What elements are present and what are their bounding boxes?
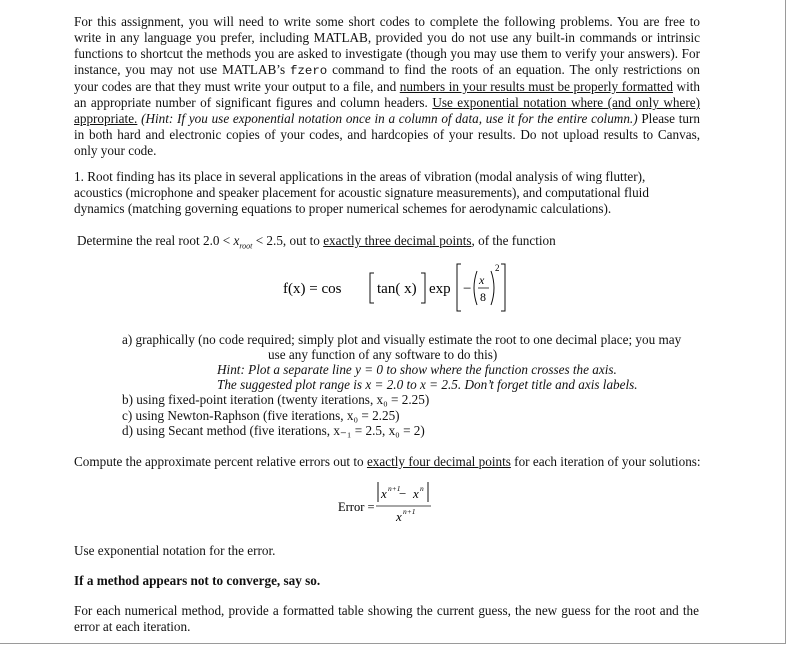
- svg-text:8: 8: [480, 290, 486, 304]
- intro-paragraph: [74, 14, 700, 159]
- svg-text:f(x) = cos: f(x) = cos: [283, 281, 342, 297]
- svg-text:exp: exp: [429, 281, 451, 297]
- problem-paragraph: [74, 169, 672, 217]
- intro-line-1: For this assignment, you will need to write some short codes to complete the following problems. You are free to: [74, 14, 700, 29]
- intro-line-9: only your code.: [74, 143, 157, 158]
- svg-text:n: n: [420, 484, 424, 493]
- svg-text:x: x: [396, 509, 402, 524]
- determine-line: Determine the real root $2.0 < x_{root} < 2.5$, out to exactly three decimal points, of the function: [77, 233, 556, 251]
- function-equation: [280, 253, 520, 315]
- svg-text:x: x: [381, 486, 387, 501]
- svg-text:x: x: [479, 273, 485, 287]
- svg-text:x: x: [413, 486, 419, 501]
- part-d: d) using Secant method (five iterations, x₋₁ = 2.5, x₀ = 2): [122, 423, 425, 438]
- svg-text:Error =: Error =: [338, 500, 375, 514]
- part-b: b) using fixed-point iteration (twenty iterations, x₀ = 2.25): [122, 392, 430, 407]
- svg-text:−: −: [463, 281, 472, 297]
- problem-line-2: acoustics (microphone and speaker placement for acoustic signature measurements), and computational fluid: [74, 185, 649, 200]
- intro-line-2: write in any language you prefer, including MATLAB, provided you do not use any built-in commands or intrinsic: [74, 30, 700, 45]
- intro-line-6: an appropriate number of significant figures and column headers. Use exponential notation where (and only where): [74, 95, 701, 110]
- part-a-line-1: a) graphically (no code required; simply plot and visually estimate the root to one decimal place; you may: [122, 332, 682, 347]
- svg-text:tan( x): tan( x): [377, 281, 417, 297]
- intro-line-5: your codes are that they must write your output to a file, and numbers in your results must be properly formatted with: [74, 79, 700, 94]
- error-formula: [334, 478, 464, 524]
- table-note: [74, 603, 699, 635]
- svg-text:n+1: n+1: [403, 507, 416, 516]
- hint-line-1: Hint: Plot a separate line y = 0 to show where the function crosses the axis.: [217, 362, 617, 377]
- inline-code: fzero: [290, 64, 328, 78]
- table-note-line-1: For each numerical method, provide a formatted table showing the current guess, the new guess for the root and the: [74, 603, 699, 618]
- svg-text:−: −: [399, 486, 407, 501]
- svg-text:n+1: n+1: [388, 484, 401, 493]
- intro-line-7: appropriate. (Hint: If you use exponential notation once in a column of data, use it for the entire column.) Please turn: [74, 111, 701, 126]
- part-c: c) using Newton-Raphson (five iterations, x₀ = 2.25): [122, 408, 400, 423]
- intro-line-4: instance, you may not use MATLAB’s fzero command to find the roots of an equation. The only restrictions on: [74, 62, 701, 78]
- intro-line-3: functions to shortcut the methods you are asked to investigate (though you may use them to verify your answers). For: [74, 46, 700, 61]
- intro-line-8: in both hard and electronic copies of your codes, and hardcopies of your results. Do not upload results to Canvas,: [74, 127, 700, 142]
- table-note-line-2: error at each iteration.: [74, 619, 191, 634]
- svg-text:2: 2: [495, 263, 500, 273]
- part-a-line-2: use any function of any software to do this): [268, 347, 498, 362]
- converge-note: If a method appears not to converge, say so.: [74, 573, 321, 588]
- hint-line-2: The suggested plot range is x = 2.0 to x = 2.5. Don’t forget title and axis labels.: [217, 377, 638, 392]
- compute-line: Compute the approximate percent relative errors out to exactly four decimal points for each iteration of your solutions:: [74, 454, 701, 469]
- problem-line-1: 1. Root finding has its place in several applications in the areas of vibration (modal analysis of wing flutter),: [74, 169, 646, 184]
- exponential-note: Use exponential notation for the error.: [74, 543, 276, 558]
- problem-line-3: dynamics (matching governing equations to proper numerical schemes for aerodynamic calculations).: [74, 201, 612, 216]
